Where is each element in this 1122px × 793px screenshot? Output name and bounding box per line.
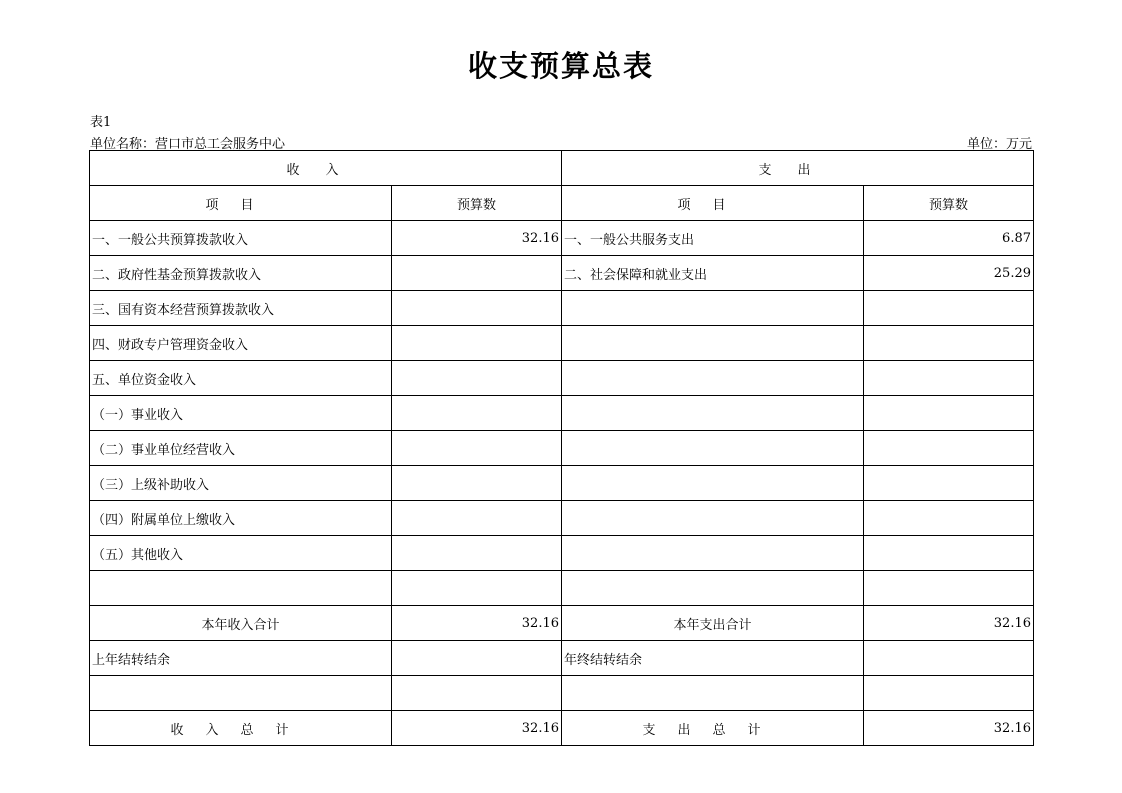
table-row [90,396,1034,431]
income-amount-cell [392,466,562,501]
expense-amount-cell [864,361,1034,396]
expense-item-cell [562,571,864,606]
income-header: 收入 [90,151,562,186]
expense-item-cell [562,431,864,466]
expense-amount-cell: 6.87 [864,221,1034,256]
income-item-header: 项目 [90,186,392,221]
table-row [90,536,1034,571]
carry-row [90,641,1034,676]
income-item-cell [90,571,392,606]
income-subtotal-amount: 32.16 [392,606,562,641]
table-row [90,431,1034,466]
income-item-cell: 四、财政专户管理资金收入 [90,326,392,361]
table-number: 表1 [90,115,112,130]
expense-amount-cell [864,431,1034,466]
income-amount-cell [392,326,562,361]
income-budget-header: 预算数 [392,186,562,221]
income-amount-cell [392,536,562,571]
expense-item-cell: 一、一般公共服务支出 [562,221,864,256]
table-row [90,326,1034,361]
income-item-cell: 一、一般公共预算拨款收入 [90,221,392,256]
income-item-cell: （三）上级补助收入 [90,466,392,501]
expense-amount-cell [864,396,1034,431]
income-amount-cell: 32.16 [392,221,562,256]
income-item-cell: （四）附属单位上缴收入 [90,501,392,536]
expense-header: 支出 [562,151,1034,186]
expense-carry-label: 年终结转结余 [562,641,864,676]
expense-amount-cell [864,536,1034,571]
budget-table [89,150,1034,746]
income-subtotal-label: 本年收入合计 [90,606,392,641]
income-total-amount: 32.16 [392,711,562,746]
income-amount-cell [392,291,562,326]
income-carry-amount [392,641,562,676]
expense-budget-header: 预算数 [864,186,1034,221]
expense-item-cell [562,466,864,501]
income-total-label: 收入总计 [90,711,392,746]
expense-amount-cell [864,466,1034,501]
expense-total-amount: 32.16 [864,711,1034,746]
income-item-cell: 三、国有资本经营预算拨款收入 [90,291,392,326]
unit-label: 单位：万元 [966,137,1032,152]
income-item-cell: （二）事业单位经营收入 [90,431,392,466]
table-row [90,501,1034,536]
section-header-row [90,151,1034,186]
expense-amount-cell [864,326,1034,361]
table-row [90,221,1034,256]
income-carry-label: 上年结转结余 [90,641,392,676]
table-row [90,256,1034,291]
data-rows [90,221,1034,606]
expense-carry-amount [864,641,1034,676]
income-item-cell: 二、政府性基金预算拨款收入 [90,256,392,291]
expense-subtotal-label: 本年支出合计 [562,606,864,641]
expense-amount-cell [864,501,1034,536]
income-amount-cell [392,501,562,536]
expense-item-cell [562,291,864,326]
income-amount-cell [392,431,562,466]
income-item-cell: 五、单位资金收入 [90,361,392,396]
income-amount-cell [392,256,562,291]
table-row [90,291,1034,326]
subtotal-row [90,606,1034,641]
table-row [90,466,1034,501]
income-amount-cell [392,396,562,431]
income-amount-cell [392,361,562,396]
expense-item-cell: 二、社会保障和就业支出 [562,256,864,291]
expense-subtotal-amount: 32.16 [864,606,1034,641]
expense-amount-cell [864,571,1034,606]
expense-item-header: 项目 [562,186,864,221]
unit-name: 单位名称：营口市总工会服务中心 [90,137,286,152]
blank-row [90,676,1034,711]
column-header-row [90,186,1034,221]
expense-item-cell [562,501,864,536]
expense-total-label: 支出总计 [562,711,864,746]
expense-item-cell [562,536,864,571]
expense-amount-cell [864,291,1034,326]
income-item-cell: （五）其他收入 [90,536,392,571]
page-title: 收支预算总表 [467,49,654,83]
total-row [90,711,1034,746]
income-item-cell: （一）事业收入 [90,396,392,431]
expense-item-cell [562,326,864,361]
table-row [90,361,1034,396]
expense-item-cell [562,361,864,396]
expense-amount-cell: 25.29 [864,256,1034,291]
expense-item-cell [562,396,864,431]
income-amount-cell [392,571,562,606]
table-row [90,571,1034,606]
